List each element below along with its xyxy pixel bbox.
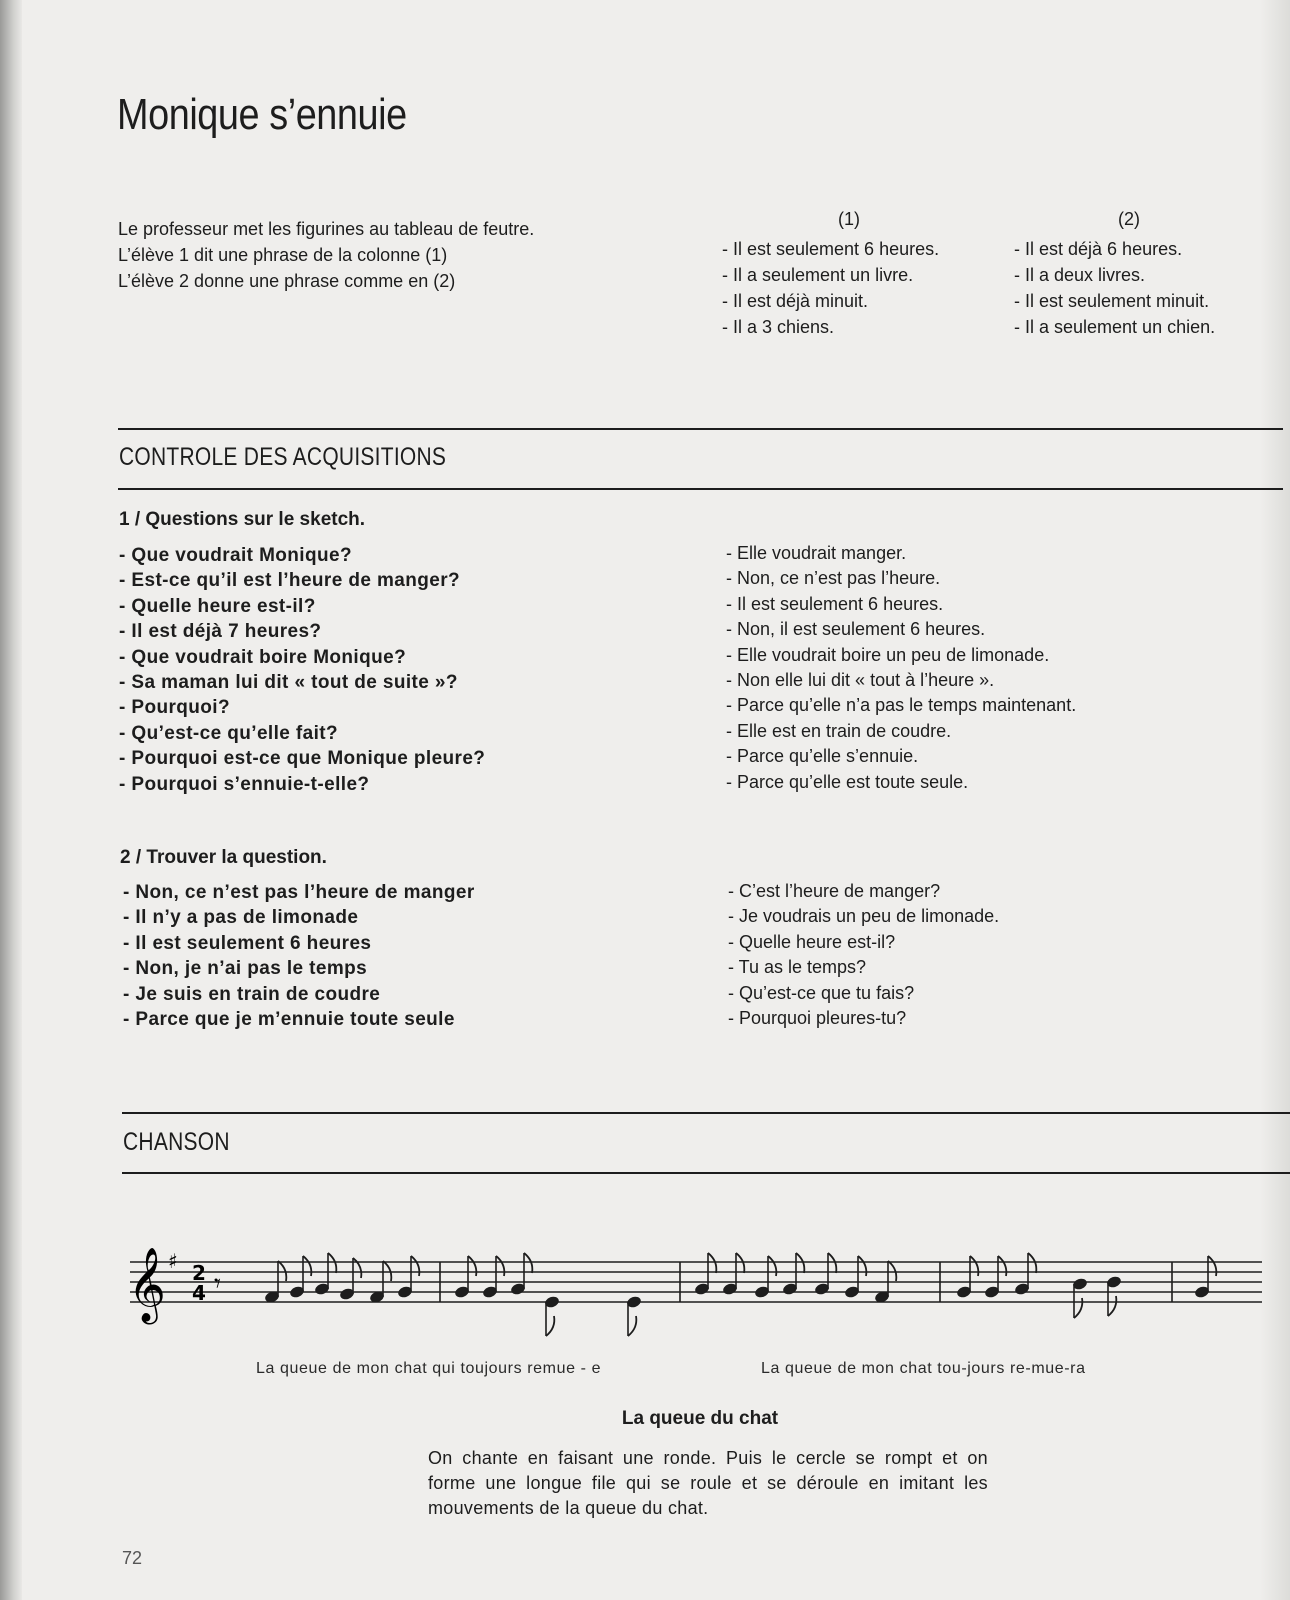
page-binding-shadow — [0, 0, 22, 1600]
section-rule-top — [118, 428, 1283, 430]
music-staff — [122, 1222, 1262, 1347]
list-item: - Il est seulement minuit. — [1014, 291, 1210, 311]
question-item: - Pourquoi est-ce que Monique pleure? — [119, 748, 486, 770]
treble-clef-icon: 𝄞 — [128, 1248, 166, 1322]
chanson-rule-bottom — [122, 1172, 1290, 1174]
intro-instructions — [118, 216, 534, 294]
question-item: - Je voudrais un peu de limonade. — [728, 906, 1000, 927]
music-note — [314, 1253, 337, 1296]
question-item: - Quelle heure est-il? — [119, 595, 316, 617]
answer-item: - Elle est en train de coudre. — [726, 720, 952, 741]
statement-item: - Je suis en train de coudre — [123, 983, 381, 1005]
music-note — [722, 1253, 745, 1296]
list-item: - Il a seulement un livre. — [722, 265, 914, 285]
list-item: - Il est déjà 6 heures. — [1014, 239, 1183, 259]
intro-line: Le professeur met les figurines au tableau de feutre. — [118, 219, 535, 239]
song-description: On chante en faisant une ronde. Puis le cercle se rompt et on forme une longue file qui se roule et se déroule en imitant les mouvements de la queue du chat. — [428, 1448, 988, 1518]
music-note — [510, 1253, 533, 1296]
part-2-heading: 2 / Trouver la question. — [120, 847, 327, 868]
answer-item: - Elle voudrait manger. — [726, 543, 907, 563]
statement-item: - Non, ce n’est pas l’heure de manger — [123, 882, 475, 903]
question-item: - Que voudrait Monique? — [119, 545, 352, 566]
question-item: - Quelle heure est-il? — [728, 931, 896, 952]
list-item: - Il a deux livres. — [1014, 265, 1146, 285]
answer-item: - Non, il est seulement 6 heures. — [726, 619, 986, 640]
time-signature-bottom: 4 — [192, 1281, 206, 1305]
music-note — [339, 1258, 362, 1301]
lyrics-line-1: La queue de mon chat qui toujours remue - e — [256, 1360, 602, 1377]
music-note — [814, 1253, 837, 1296]
section-title-controle: CONTROLE DES ACQUISITIONS — [119, 443, 447, 471]
chanson-rule-top — [122, 1112, 1290, 1114]
song-title: La queue du chat — [621, 1408, 779, 1429]
list-item: - Il est seulement 6 heures. — [722, 239, 940, 259]
answer-item: - Parce qu’elle n’a pas le temps maintenant. — [726, 695, 1077, 716]
list-item: - Il a 3 chiens. — [722, 317, 835, 337]
statement-item: - Il n’y a pas de limonade — [123, 907, 359, 929]
column-2-label: (2) — [1118, 209, 1140, 229]
time-signature-top: 2 — [192, 1261, 206, 1285]
section-rule-bottom — [118, 488, 1283, 490]
statement-item: - Parce que je m’ennuie toute seule — [123, 1009, 455, 1031]
question-item: - Est-ce qu’il est l’heure de manger? — [119, 570, 461, 592]
intro-line: L’élève 1 dit une phrase de la colonne (1) — [118, 245, 448, 265]
part-2-statements — [123, 880, 475, 1032]
answer-item: - Elle voudrait boire un peu de limonade. — [726, 644, 1050, 665]
statement-item: - Il est seulement 6 heures — [123, 932, 372, 954]
question-item: - Pourquoi? — [119, 697, 230, 719]
part-1-heading: 1 / Questions sur le sketch. — [119, 509, 366, 530]
music-note — [694, 1253, 717, 1296]
key-signature-sharp-icon: ♯ — [168, 1249, 178, 1273]
question-item: - Qu’est-ce que tu fais? — [728, 982, 915, 1003]
column-1-label: (1) — [838, 209, 860, 229]
question-item: - Tu as le temps? — [728, 957, 867, 978]
question-item: - Pourquoi s’ennuie-t-elle? — [119, 773, 370, 795]
music-note — [1014, 1253, 1037, 1296]
page-number: 72 — [122, 1548, 143, 1568]
music-note — [1072, 1277, 1089, 1318]
answer-item: - Il est seulement 6 heures. — [726, 593, 944, 614]
column-2-list — [1014, 236, 1215, 340]
question-item: - Qu’est-ce qu’elle fait? — [119, 722, 339, 744]
question-item: - Il est déjà 7 heures? — [119, 621, 322, 643]
column-1-list — [722, 236, 939, 340]
question-item: - Sa maman lui dit « tout de suite »? — [119, 672, 458, 694]
answer-item: - Parce qu’elle s’ennuie. — [726, 746, 919, 767]
answer-item: - Non elle lui dit « tout à l’heure ». — [726, 670, 995, 691]
question-item: - C’est l’heure de manger? — [728, 881, 941, 901]
page-title: Monique s’ennuie — [117, 90, 407, 139]
answer-item: - Non, ce n’est pas l’heure. — [726, 568, 941, 589]
music-note — [626, 1295, 643, 1336]
music-note — [782, 1253, 805, 1296]
list-item: - Il a seulement un chien. — [1014, 317, 1216, 337]
music-note — [544, 1295, 561, 1336]
page-edge-shadow — [1260, 0, 1290, 1600]
part-2-questions — [728, 879, 999, 1031]
lyrics-line-2: La queue de mon chat tou-jours re-mue-ra — [761, 1360, 1086, 1377]
statement-item: - Non, je n’ai pas le temps — [123, 958, 368, 980]
part-1-questions — [119, 543, 485, 797]
notes — [264, 1253, 1217, 1336]
eighth-rest-icon: 𝄾 — [214, 1269, 221, 1299]
part-1-answers — [726, 541, 1076, 795]
question-item: - Que voudrait boire Monique? — [119, 646, 407, 668]
answer-item: - Parce qu’elle est toute seule. — [726, 771, 969, 792]
music-note — [1106, 1275, 1123, 1316]
question-item: - Pourquoi pleures-tu? — [728, 1008, 907, 1029]
section-title-chanson: CHANSON — [123, 1128, 230, 1156]
intro-line: L’élève 2 donne une phrase comme en (2) — [118, 271, 456, 291]
list-item: - Il est déjà minuit. — [722, 291, 869, 311]
